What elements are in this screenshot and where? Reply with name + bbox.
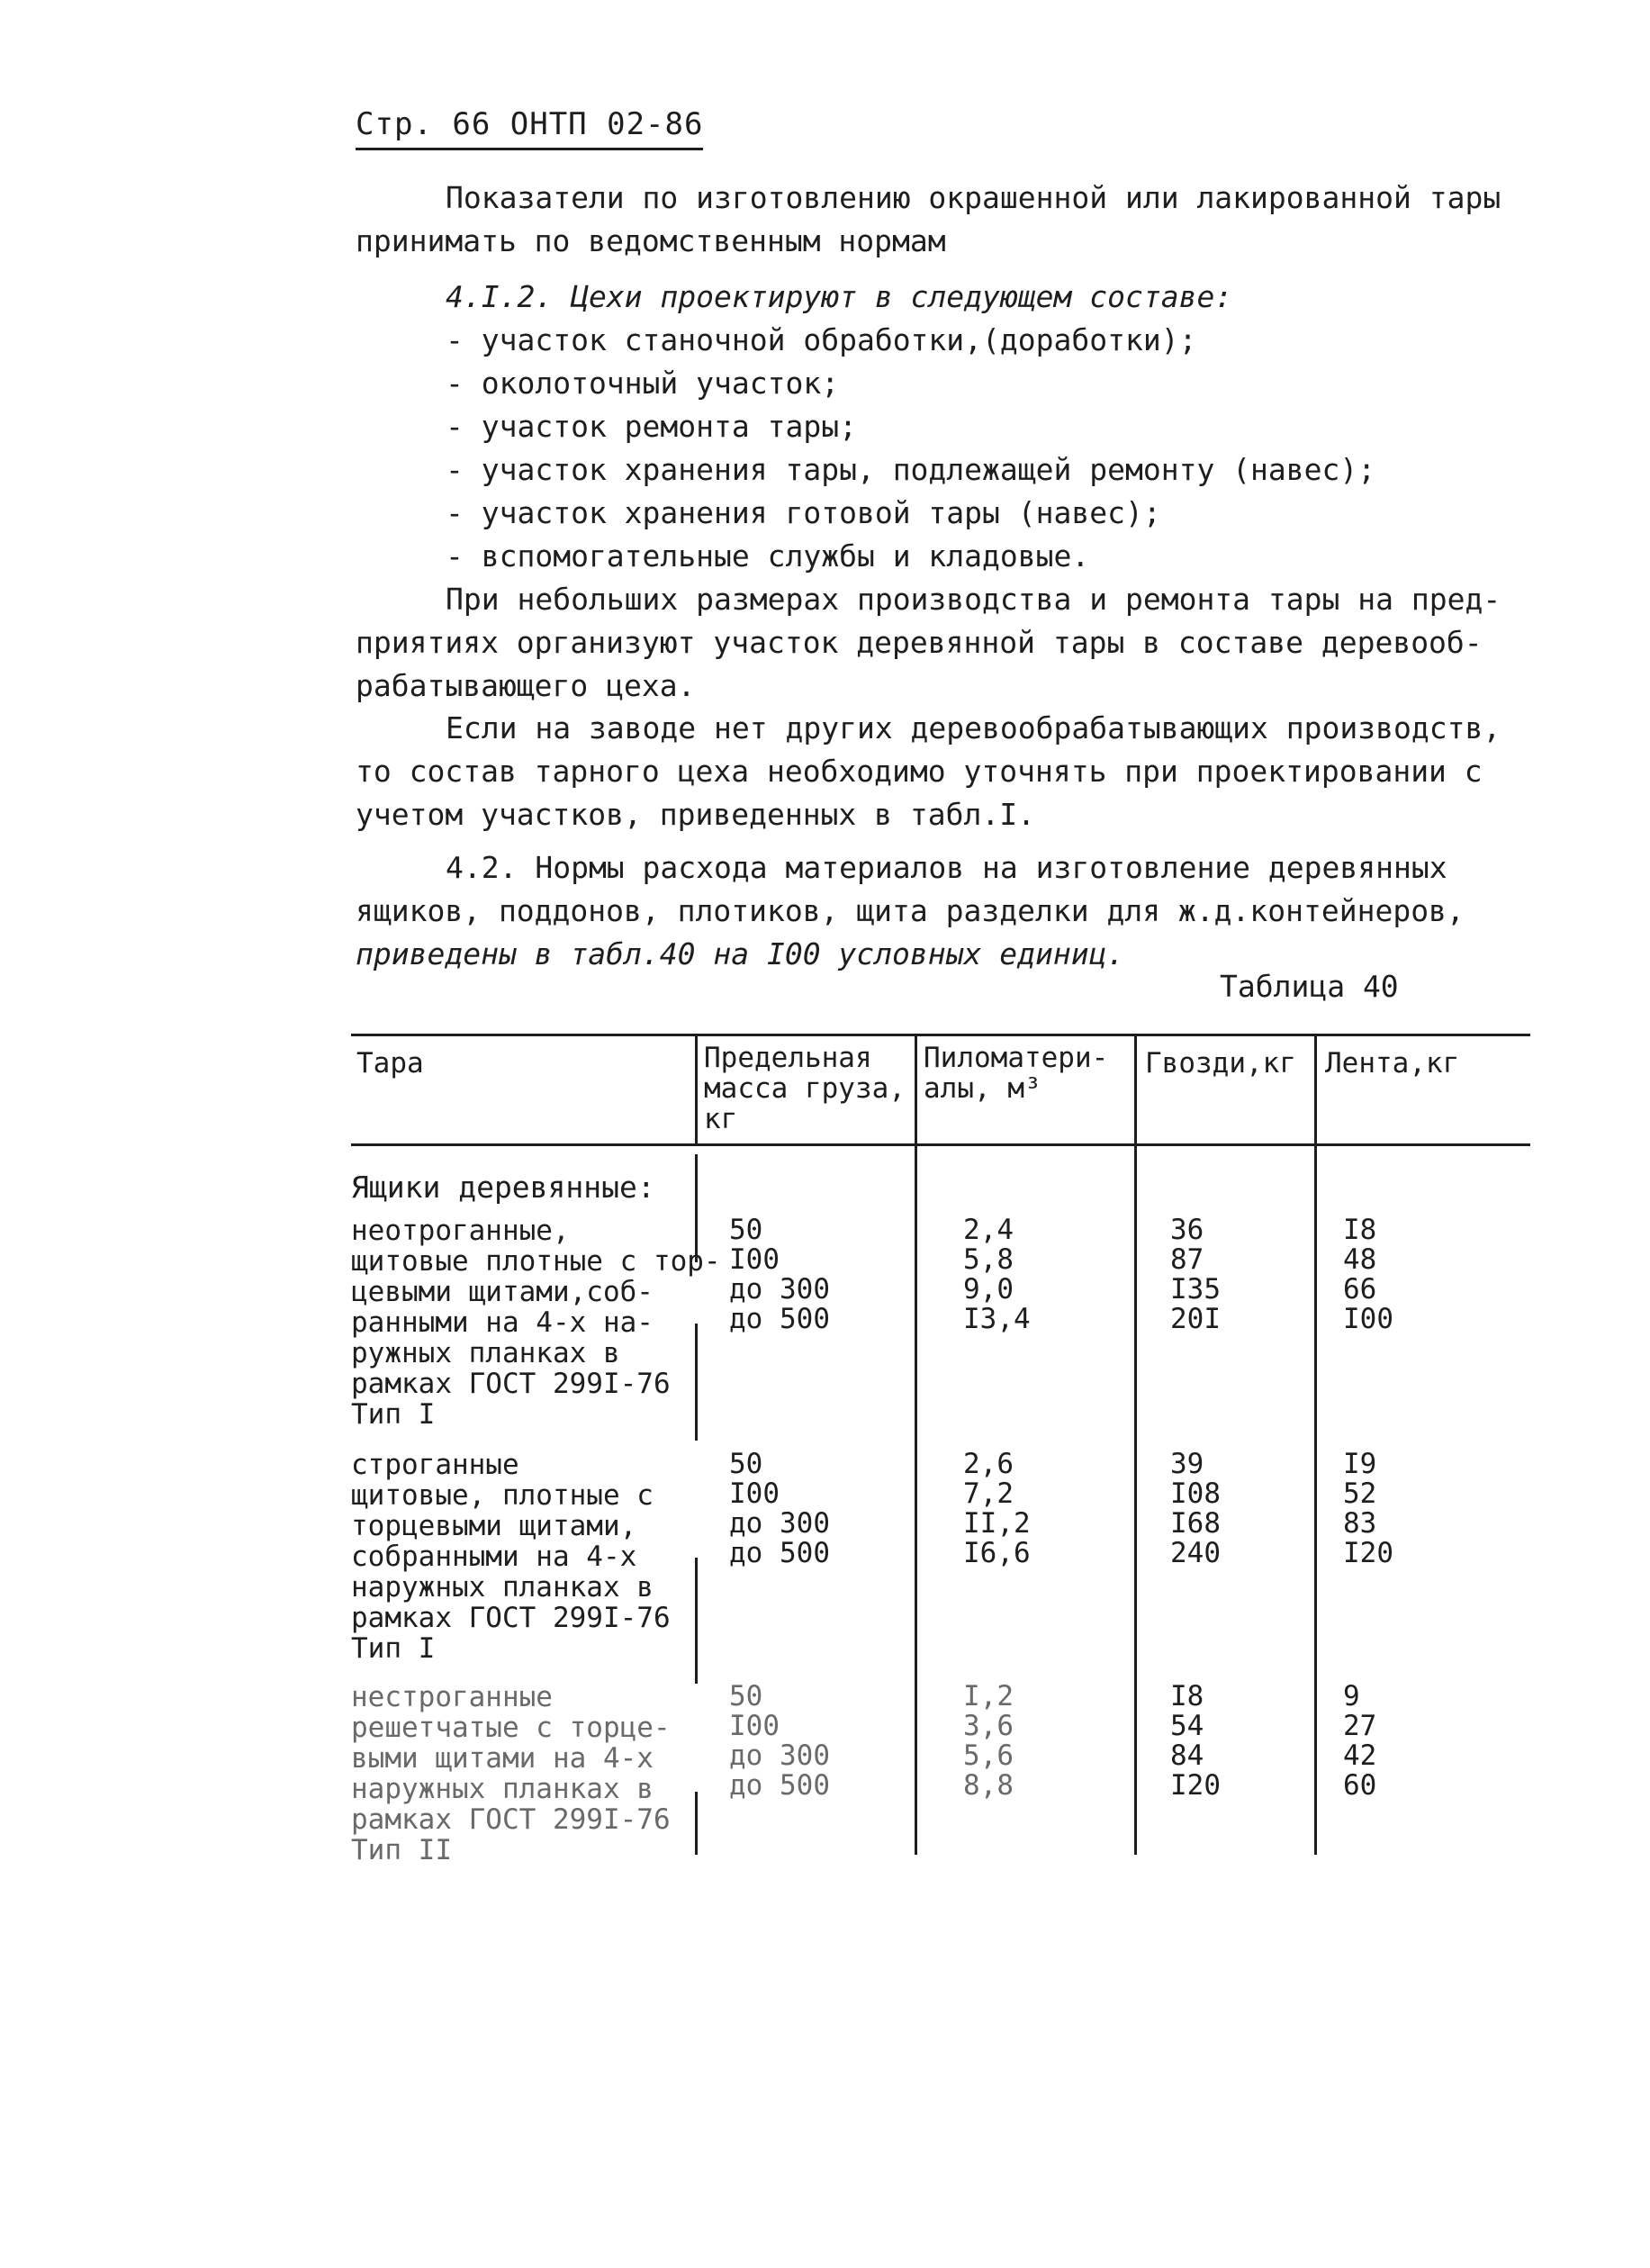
lumber-value: 5,8 (963, 1243, 1014, 1276)
nails-value: I8 (1170, 1680, 1204, 1712)
nails-value: I68 (1170, 1507, 1221, 1540)
mass-values (729, 1215, 830, 1334)
tape-value: 83 (1343, 1507, 1377, 1540)
lumber-value: 3,6 (963, 1710, 1014, 1742)
section-412 (446, 276, 1375, 578)
table-40 (351, 1026, 1530, 1866)
table-caption: Таблица 40 (1220, 969, 1399, 1004)
mass-value: 50 (729, 1214, 763, 1246)
mass-value: до 300 (729, 1507, 830, 1540)
nails-values (1170, 1682, 1221, 1801)
tape-value: 52 (1343, 1477, 1377, 1510)
nails-values (1170, 1215, 1221, 1334)
header-lumber (924, 1043, 1108, 1104)
lumber-value: 9,0 (963, 1273, 1014, 1306)
lumber-value: 8,8 (963, 1769, 1014, 1802)
paragraph-line: учетом участков, приведенных в табл.I. (356, 797, 1035, 832)
mass-value: I00 (729, 1710, 780, 1742)
mass-value: до 500 (729, 1537, 830, 1569)
nails-values (1170, 1450, 1221, 1568)
table-top-rule (351, 1034, 1530, 1036)
mass-value: 50 (729, 1448, 763, 1480)
mass-values (729, 1682, 830, 1801)
header-nails: Гвозди,кг (1145, 1047, 1296, 1080)
desc-line: строганные (351, 1449, 519, 1481)
desc-line: Тип I (351, 1398, 436, 1431)
nails-value: I08 (1170, 1477, 1221, 1510)
lumber-value: I,2 (963, 1680, 1014, 1712)
mass-value: до 500 (729, 1769, 830, 1802)
page-header: Стр. 66 ОНТП 02-86 (356, 106, 703, 150)
lumber-value: I3,4 (963, 1303, 1031, 1335)
list-item: - околоточный участок; (446, 366, 840, 401)
mass-value: I00 (729, 1243, 780, 1276)
row-description (351, 1450, 671, 1664)
tape-value: I8 (1343, 1214, 1377, 1246)
tape-value: I00 (1343, 1303, 1393, 1335)
column-divider (695, 1034, 698, 1143)
nails-value: 84 (1170, 1739, 1204, 1772)
nails-value: I35 (1170, 1273, 1221, 1306)
nails-value: 87 (1170, 1243, 1204, 1276)
section-412-title: 4.I.2. Цехи проектируют в следующем составе: (446, 279, 1233, 314)
desc-line: рамках ГОСТ 299I-76 (351, 1803, 671, 1836)
tape-value: 48 (1343, 1243, 1377, 1276)
paragraph-line: рабатывающего цеха. (356, 668, 696, 703)
paragraph-line: приведены в табл.40 на I00 условных единиц. (356, 936, 1125, 971)
column-divider (915, 1034, 917, 1855)
intro-line: Показатели по изготовлению окрашенной или лакированной тары (446, 180, 1501, 215)
paragraph-other-production (356, 707, 1501, 836)
header-tape: Лента,кг (1325, 1047, 1460, 1080)
group-title: Ящики деревянные: (351, 1170, 655, 1205)
tape-value: 27 (1343, 1710, 1377, 1742)
desc-line: рамках ГОСТ 299I-76 (351, 1602, 671, 1634)
row-description (351, 1215, 721, 1430)
header-tara: Тара (356, 1047, 424, 1080)
mass-value: до 500 (729, 1303, 830, 1335)
nails-value: 240 (1170, 1537, 1221, 1569)
paragraph-line: то состав тарного цеха необходимо уточнять при проектировании с (356, 754, 1483, 789)
table-header-rule (351, 1143, 1530, 1146)
column-divider (1134, 1034, 1137, 1855)
lumber-values (963, 1450, 1031, 1568)
mass-values (729, 1450, 830, 1568)
lumber-values (963, 1682, 1014, 1801)
desc-line: неотроганные, (351, 1215, 570, 1247)
tape-value: I9 (1343, 1448, 1377, 1480)
tape-value: 9 (1343, 1680, 1360, 1712)
desc-line: Тип II (351, 1834, 452, 1866)
mass-value: 50 (729, 1680, 763, 1712)
desc-line: цевыми щитами,соб- (351, 1276, 654, 1308)
intro-paragraph (356, 176, 1501, 263)
desc-line: Тип I (351, 1632, 436, 1665)
paragraph-line: Если на заводе нет других деревообрабатывающих производств, (446, 710, 1501, 745)
lumber-value: 5,6 (963, 1739, 1014, 1772)
desc-line: наружных планках в (351, 1571, 654, 1604)
desc-line: ружных планках в (351, 1337, 620, 1369)
nails-value: 54 (1170, 1710, 1204, 1742)
tape-values (1343, 1682, 1376, 1801)
mass-value: до 300 (729, 1273, 830, 1306)
column-divider (1314, 1034, 1317, 1855)
desc-line: щитовые, плотные с (351, 1479, 654, 1512)
desc-line: нестроганные (351, 1681, 553, 1713)
list-item: - участок хранения тары, подлежащей ремонту (навес); (446, 452, 1376, 487)
list-item: - участок ремонта тары; (446, 409, 857, 444)
lumber-value: 2,6 (963, 1448, 1014, 1480)
mass-value: I00 (729, 1477, 780, 1510)
paragraph-line: 4.2. Нормы расхода материалов на изготовление деревянных (446, 850, 1447, 885)
desc-line: щитовые плотные с тор- (351, 1245, 721, 1278)
paragraph-line: приятиях организуют участок деревянной тары в составе деревооб- (356, 625, 1483, 660)
lumber-value: 7,2 (963, 1477, 1014, 1510)
column-divider (695, 1792, 698, 1855)
nails-value: 20I (1170, 1303, 1221, 1335)
desc-line: ранными на 4-х на- (351, 1306, 654, 1339)
header-mass (704, 1043, 906, 1134)
list-item: - участок хранения готовой тары (навес); (446, 495, 1161, 530)
header-lumber-line: алы, м³ (924, 1072, 1041, 1105)
column-divider (695, 1558, 698, 1684)
intro-line: принимать по ведомственным нормам (356, 223, 946, 258)
tape-values (1343, 1450, 1393, 1568)
desc-line: наружных планках в (351, 1773, 654, 1805)
lumber-value: 2,4 (963, 1214, 1014, 1246)
header-mass-line: кг (704, 1103, 738, 1135)
paragraph-line: При небольших размерах производства и ремонта тары на пред- (446, 582, 1501, 617)
header-lumber-line: Пиломатери- (924, 1042, 1109, 1074)
tape-values (1343, 1215, 1393, 1334)
desc-line: торцевыми щитами, (351, 1510, 637, 1542)
lumber-value: II,2 (963, 1507, 1031, 1540)
paragraph-small-production (356, 578, 1501, 708)
tape-value: I20 (1343, 1537, 1393, 1569)
row-description (351, 1682, 671, 1866)
mass-value: до 300 (729, 1739, 830, 1772)
lumber-value: I6,6 (963, 1537, 1031, 1569)
list-item: - участок станочной обработки,(доработки); (446, 322, 1197, 357)
lumber-values (963, 1215, 1031, 1334)
header-mass-line: Предельная (704, 1042, 872, 1074)
desc-line: собранными на 4-х (351, 1541, 637, 1573)
paragraph-line: ящиков, поддонов, плотиков, щита разделки для ж.д.контейнеров, (356, 893, 1465, 928)
nails-value: 36 (1170, 1214, 1204, 1246)
desc-line: выми щитами на 4-х (351, 1742, 654, 1775)
nails-value: I20 (1170, 1769, 1221, 1802)
tape-value: 66 (1343, 1273, 1377, 1306)
tape-value: 42 (1343, 1739, 1377, 1772)
tape-value: 60 (1343, 1769, 1377, 1802)
section-42 (356, 846, 1465, 976)
list-item: - вспомогательные службы и кладовые. (446, 538, 1090, 574)
desc-line: рамках ГОСТ 299I-76 (351, 1368, 671, 1400)
header-mass-line: масса груза, (704, 1072, 906, 1105)
desc-line: решетчатые с торце- (351, 1712, 671, 1744)
nails-value: 39 (1170, 1448, 1204, 1480)
